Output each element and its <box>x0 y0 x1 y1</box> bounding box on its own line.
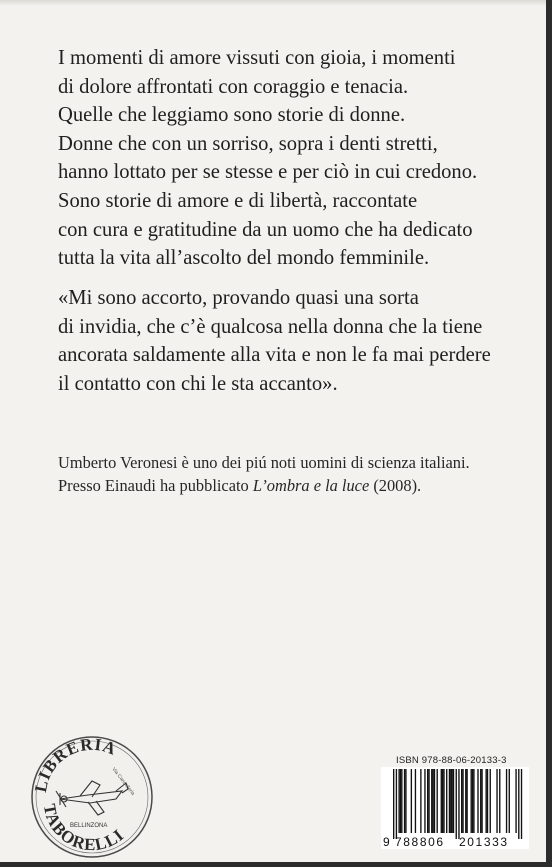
barcode-bar <box>415 769 416 833</box>
barcode-bar <box>518 769 519 839</box>
author-bio-line <box>58 475 518 498</box>
barcode-bar <box>521 769 522 839</box>
stamp-city: BELLINZONA <box>70 823 108 829</box>
barcode-bar <box>431 769 432 833</box>
blurb-line: Quelle che leggiamo sono storie di donne. <box>58 104 406 127</box>
barcode-bar <box>446 769 447 833</box>
barcode-bar <box>496 769 497 833</box>
barcode-bar <box>442 769 443 833</box>
blurb-line: tutta la vita all’ascolto del mondo femminile. <box>58 247 430 270</box>
blurb-line: con cura e gratitudine da un uomo che ha dedicato <box>58 218 473 241</box>
barcode <box>381 767 529 849</box>
barcode-bar <box>449 769 450 833</box>
barcode-bar <box>472 769 473 833</box>
author-bio <box>58 452 518 497</box>
bookshop-stamp <box>30 733 154 859</box>
barcode-bar <box>453 769 454 833</box>
barcode-bar <box>405 769 406 833</box>
barcode-bar <box>458 769 459 839</box>
barcode-bar <box>400 769 401 833</box>
book-title: L’ombra e la luce <box>252 475 370 495</box>
blurb-line: Donne che con un sorriso, sopra i denti stretti, <box>58 132 438 155</box>
barcode-bar <box>461 769 462 833</box>
barcode-bar <box>456 769 457 839</box>
barcode-digits-group2: 201333 <box>459 835 509 849</box>
barcode-digit-first: 9 <box>383 835 390 849</box>
barcode-bar <box>428 769 429 833</box>
barcode-bar <box>393 769 394 839</box>
quote-line: il contatto con chi le sta accanto». <box>58 372 338 395</box>
barcode-bar <box>499 769 500 833</box>
barcode-bar <box>471 769 472 833</box>
barcode-bar <box>466 769 467 833</box>
barcode-bar <box>485 769 486 833</box>
author-bio-prefix: Presso Einaudi ha pubblicato <box>58 475 253 495</box>
stamp-top-text: LIBRERIA <box>30 734 120 794</box>
quote-line: «Mi sono accorto, provando quasi una sorta <box>58 287 419 309</box>
barcode-bar <box>462 769 463 833</box>
barcode-bar <box>465 769 466 833</box>
barcode-bar <box>450 769 451 833</box>
blurb-line: I momenti di amore vissuti con gioia, i momenti <box>58 47 456 69</box>
author-quote <box>58 284 498 398</box>
barcode-bar <box>437 769 438 833</box>
barcode-bar <box>411 769 412 833</box>
barcode-bar <box>473 769 474 833</box>
barcode-bar <box>443 769 444 833</box>
barcode-bar <box>487 769 488 833</box>
barcode-bar <box>420 769 421 833</box>
barcode-bar <box>424 769 425 833</box>
barcode-bar <box>401 769 402 833</box>
blurb-line: Sono storie di amore e di libertà, raccontate <box>58 189 418 212</box>
barcode-bar <box>490 769 491 833</box>
barcode-bar <box>481 769 482 833</box>
barcode-bar <box>427 769 428 833</box>
barcode-bar <box>396 769 397 839</box>
stamp-bottom-text: TABORELLI <box>39 802 128 855</box>
barcode-bar <box>477 769 478 833</box>
barcode-digits-group1: 788806 <box>395 835 445 849</box>
barcode-bar <box>509 769 510 833</box>
blurb-paragraph <box>58 44 498 273</box>
barcode-bar <box>441 769 442 833</box>
blurb-line: hanno lottato per se stesse e per ciò in cui credono. <box>58 161 478 184</box>
author-bio-suffix: (2008). <box>369 475 422 495</box>
barcode-bar <box>506 769 507 833</box>
quote-line: ancorata saldamente alla vita e non le fa mai perdere <box>58 344 491 367</box>
barcode-bar <box>515 769 516 833</box>
blurb-line: di dolore affrontati con coraggio e tenacia. <box>58 75 409 98</box>
barcode-bar <box>451 769 452 833</box>
isbn-label: ISBN 978-88-06-20133-3 <box>396 755 507 766</box>
barcode-bar <box>480 769 481 833</box>
barcode-bar <box>404 769 405 833</box>
barcode-bar <box>398 769 399 833</box>
stamp-small-text: Via Cancelleria <box>110 766 136 797</box>
quote-line: di invidia, che c’è qualcosa nella donna che la tiene <box>58 315 483 338</box>
barcode-bar <box>432 769 433 833</box>
author-bio-line: Umberto Veronesi è uno dei piú noti uomini di scienza italiani. <box>58 453 470 472</box>
barcode-bar <box>434 769 435 833</box>
